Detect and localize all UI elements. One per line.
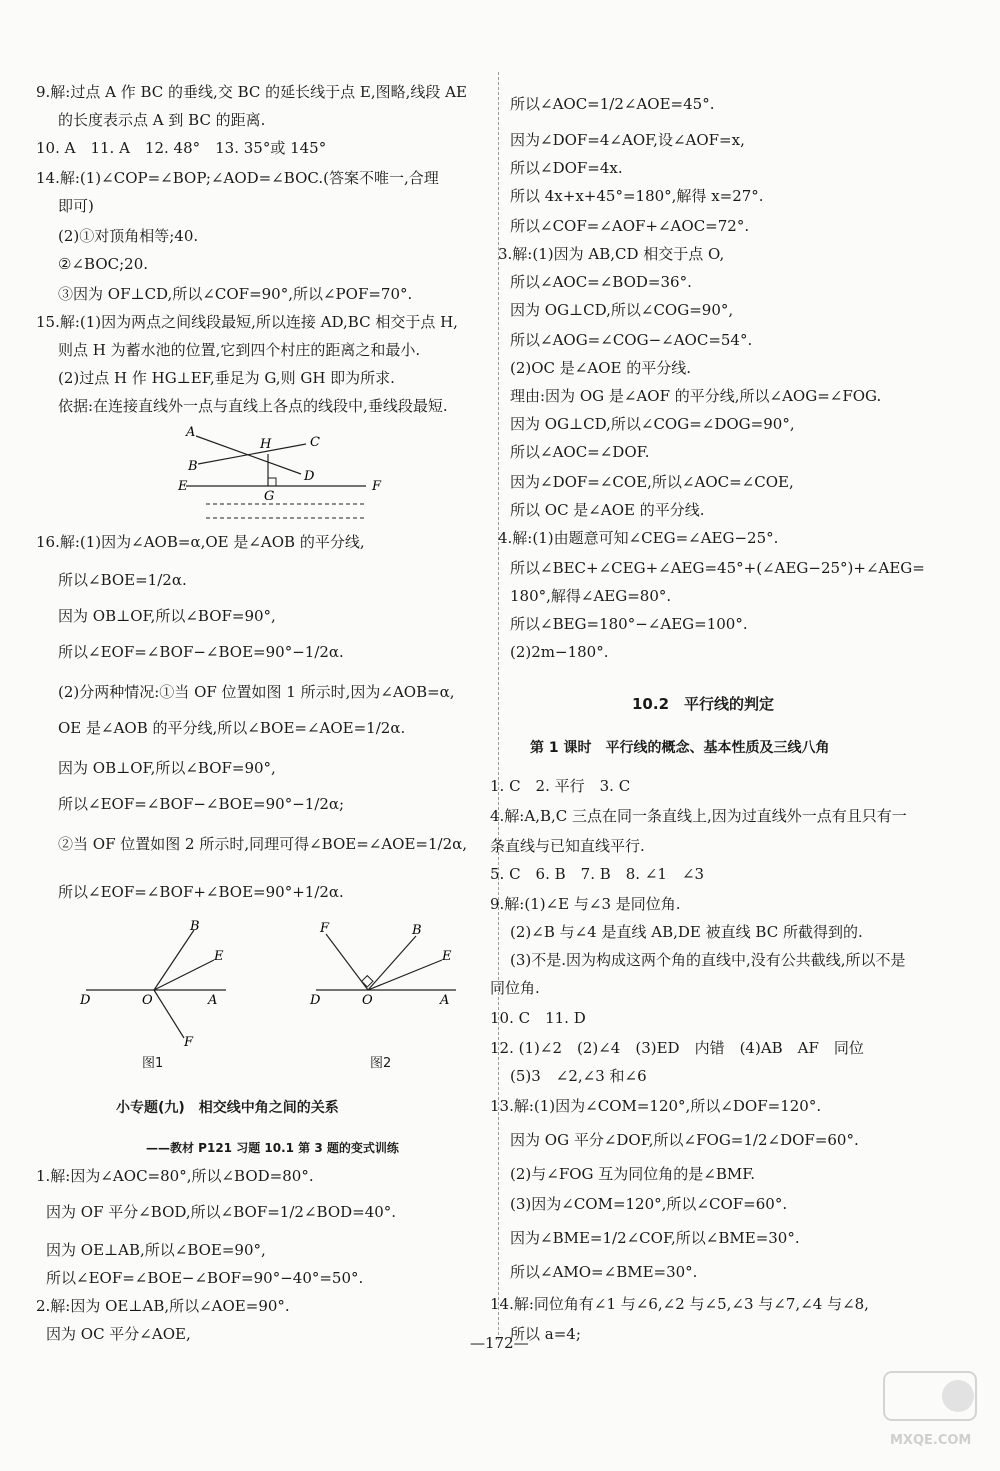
line-bc xyxy=(198,444,306,464)
svg-text:B: B xyxy=(190,919,200,934)
svg-text:O: O xyxy=(142,993,153,1008)
svg-text:D: D xyxy=(80,993,91,1008)
svg-text:E: E xyxy=(214,949,224,964)
right-angle-mark xyxy=(268,478,276,486)
text-line: 所以 OC 是∠AOE 的平分线. xyxy=(510,501,705,519)
text-line: 所以∠EOF=∠BOF−∠BOE=90°−1/2α; xyxy=(58,795,345,813)
text-line: 14.解:同位角有∠1 与∠6,∠2 与∠5,∠3 与∠7,∠4 与∠8, xyxy=(490,1295,869,1313)
text-line: 10. C 11. D xyxy=(490,1009,586,1027)
svg-text:D: D xyxy=(310,993,321,1008)
text-line: 所以∠AMO=∠BME=30°. xyxy=(510,1263,698,1281)
text-line: 所以 a=4; xyxy=(510,1325,581,1343)
text-line: OE 是∠AOB 的平分线,所以∠BOE=∠AOE=1/2α. xyxy=(58,719,406,737)
label-e: E xyxy=(178,479,188,494)
text-line: 2.解:因为 OE⊥AB,所以∠AOE=90°. xyxy=(36,1297,290,1315)
svg-text:F: F xyxy=(184,1035,194,1050)
lesson-title: 第 1 课时 平行线的概念、基本性质及三线八角 xyxy=(530,740,830,756)
watermark-logo xyxy=(880,1368,980,1462)
text-line: 的长度表示点 A 到 BC 的距离. xyxy=(58,111,266,129)
text-line: 所以∠BEG=180°−∠AEG=100°. xyxy=(510,615,748,633)
text-line: 因为 OG⊥CD,所以∠COG=90°, xyxy=(510,301,734,319)
text-line: 1. C 2. 平行 3. C xyxy=(490,777,631,795)
text-line: 条直线与已知直线平行. xyxy=(490,837,645,855)
village-figure xyxy=(178,424,386,534)
text-line: 4.解:A,B,C 三点在同一条直线上,因为过直线外一点有且只有一 xyxy=(490,807,907,825)
text-line: 依据:在连接直线外一点与直线上各点的线段中,垂线段最短. xyxy=(58,397,448,415)
label-c: C xyxy=(310,435,320,450)
label-d: D xyxy=(304,469,315,484)
text-line: 10. A 11. A 12. 48° 13. 35°或 145° xyxy=(36,139,327,157)
text-line: (5)3 ∠2,∠3 和∠6 xyxy=(510,1067,647,1085)
figure-1-caption: 图1 xyxy=(142,1056,164,1071)
label-g: G xyxy=(264,489,275,504)
text-line: 所以∠AOC=1/2∠AOE=45°. xyxy=(510,95,715,113)
text-line: ②当 OF 位置如图 2 所示时,同理可得∠BOE=∠AOE=1/2α, xyxy=(58,835,468,853)
section-title: 10.2 平行线的判定 xyxy=(632,695,775,713)
text-line: 3.解:(1)因为 AB,CD 相交于点 O, xyxy=(498,245,725,263)
text-line: 4.解:(1)由题意可知∠CEG=∠AEG−25°. xyxy=(498,529,779,547)
text-line: 所以∠AOG=∠COG−∠AOC=54°. xyxy=(510,331,753,349)
text-line: 所以∠COF=∠AOF+∠AOC=72°. xyxy=(510,217,750,235)
text-line: 所以∠AOC=∠BOD=36°. xyxy=(510,273,692,291)
text-line: 5. C 6. B 7. B 8. ∠1 ∠3 xyxy=(490,865,705,883)
svg-text:F: F xyxy=(320,921,330,936)
text-line: (3)不是.因为构成这两个角的直线中,没有公共截线,所以不是 xyxy=(510,951,906,969)
figure-2-caption: 图2 xyxy=(370,1056,392,1071)
text-line: 9.解:过点 A 作 BC 的垂线,交 BC 的延长线于点 E,图略,线段 AE xyxy=(36,83,467,101)
text-line: 12. (1)∠2 (2)∠4 (3)ED 内错 (4)AB AF 同位 xyxy=(490,1039,864,1057)
text-line: 16.解:(1)因为∠AOB=α,OE 是∠AOB 的平分线, xyxy=(36,533,365,551)
text-line: ②∠BOC;20. xyxy=(58,255,148,273)
text-line: 因为 OB⊥OF,所以∠BOF=90°, xyxy=(58,759,276,777)
text-line: 因为 OF 平分∠BOD,所以∠BOF=1/2∠BOD=40°. xyxy=(46,1203,397,1221)
svg-text:A: A xyxy=(208,993,218,1008)
special-topic-subtitle: ——教材 P121 习题 10.1 第 3 题的变式训练 xyxy=(146,1141,399,1155)
text-line: 9.解:(1)∠E 与∠3 是同位角. xyxy=(490,895,681,913)
svg-text:B: B xyxy=(412,923,422,938)
text-line: 因为 OG 平分∠DOF,所以∠FOG=1/2∠DOF=60°. xyxy=(510,1131,859,1149)
svg-text:E: E xyxy=(442,949,452,964)
text-line: (2)2m−180°. xyxy=(510,643,609,661)
text-line: 因为∠DOF=4∠AOF,设∠AOF=x, xyxy=(510,131,745,149)
text-line: 所以∠BOE=1/2α. xyxy=(58,571,187,589)
text-line: (2)OC 是∠AOE 的平分线. xyxy=(510,359,691,377)
text-line: 所以∠EOF=∠BOF−∠BOE=90°−1/2α. xyxy=(58,643,344,661)
svg-text:O: O xyxy=(362,993,373,1008)
text-line: (2)∠B 与∠4 是直线 AB,DE 被直线 BC 所截得到的. xyxy=(510,923,863,941)
figure-2 xyxy=(306,920,476,1020)
text-line: 所以∠DOF=4x. xyxy=(510,159,623,177)
text-line: (2)与∠FOG 互为同位角的是∠BMF. xyxy=(510,1165,756,1183)
label-f: F xyxy=(372,479,382,494)
svg-text:MXQE.COM: MXQE.COM xyxy=(890,1433,972,1448)
text-line: 因为 OG⊥CD,所以∠COG=∠DOG=90°, xyxy=(510,415,795,433)
page-number: —172— xyxy=(470,1334,529,1352)
text-line: ③因为 OF⊥CD,所以∠COF=90°,所以∠POF=70°. xyxy=(58,285,413,303)
label-a: A xyxy=(186,425,196,440)
label-h: H xyxy=(260,437,272,452)
text-line: (2)①对顶角相等;40. xyxy=(58,227,199,245)
text-line: 所以∠AOC=∠DOF. xyxy=(510,443,650,461)
text-line: (2)分两种情况:①当 OF 位置如图 1 所示时,因为∠AOB=α, xyxy=(58,683,455,701)
label-b: B xyxy=(188,459,198,474)
text-line: 因为 OB⊥OF,所以∠BOF=90°, xyxy=(58,607,276,625)
text-line: (3)因为∠COM=120°,所以∠COF=60°. xyxy=(510,1195,788,1213)
text-line: 理由:因为 OG 是∠AOF 的平分线,所以∠AOG=∠FOG. xyxy=(510,387,882,405)
text-line: 1.解:因为∠AOC=80°,所以∠BOD=80°. xyxy=(36,1167,314,1185)
text-line: (2)过点 H 作 HG⊥EF,垂足为 G,则 GH 即为所求. xyxy=(58,369,395,387)
figure-1 xyxy=(76,920,246,1050)
text-line: 即可) xyxy=(58,197,94,215)
text-line: 因为 OE⊥AB,所以∠BOE=90°, xyxy=(46,1241,266,1259)
text-line: 因为∠DOF=∠COE,所以∠AOC=∠COE, xyxy=(510,473,794,491)
text-line: 所以∠BEC+∠CEG+∠AEG=45°+(∠AEG−25°)+∠AEG= xyxy=(510,559,925,577)
text-line: 因为 OC 平分∠AOE, xyxy=(46,1325,191,1343)
special-topic-title: 小专题(九) 相交线中角之间的关系 xyxy=(116,1100,339,1116)
text-line: 180°,解得∠AEG=80°. xyxy=(510,587,672,605)
text-line: 15.解:(1)因为两点之间线段最短,所以连接 AD,BC 相交于点 H, xyxy=(36,313,458,331)
text-line: 所以 4x+x+45°=180°,解得 x=27°. xyxy=(510,187,764,205)
text-line: 14.解:(1)∠COP=∠BOP;∠AOD=∠BOC.(答案不唯一,合理 xyxy=(36,169,439,187)
text-line: 13.解:(1)因为∠COM=120°,所以∠DOF=120°. xyxy=(490,1097,822,1115)
text-line: 因为∠BME=1/2∠COF,所以∠BME=30°. xyxy=(510,1229,800,1247)
text-line: 同位角. xyxy=(490,979,540,997)
svg-text:A: A xyxy=(440,993,450,1008)
text-line: 则点 H 为蓄水池的位置,它到四个村庄的距离之和最小. xyxy=(58,341,421,359)
text-line: 所以∠EOF=∠BOE−∠BOF=90°−40°=50°. xyxy=(46,1269,364,1287)
text-line: 所以∠EOF=∠BOF+∠BOE=90°+1/2α. xyxy=(58,883,344,901)
